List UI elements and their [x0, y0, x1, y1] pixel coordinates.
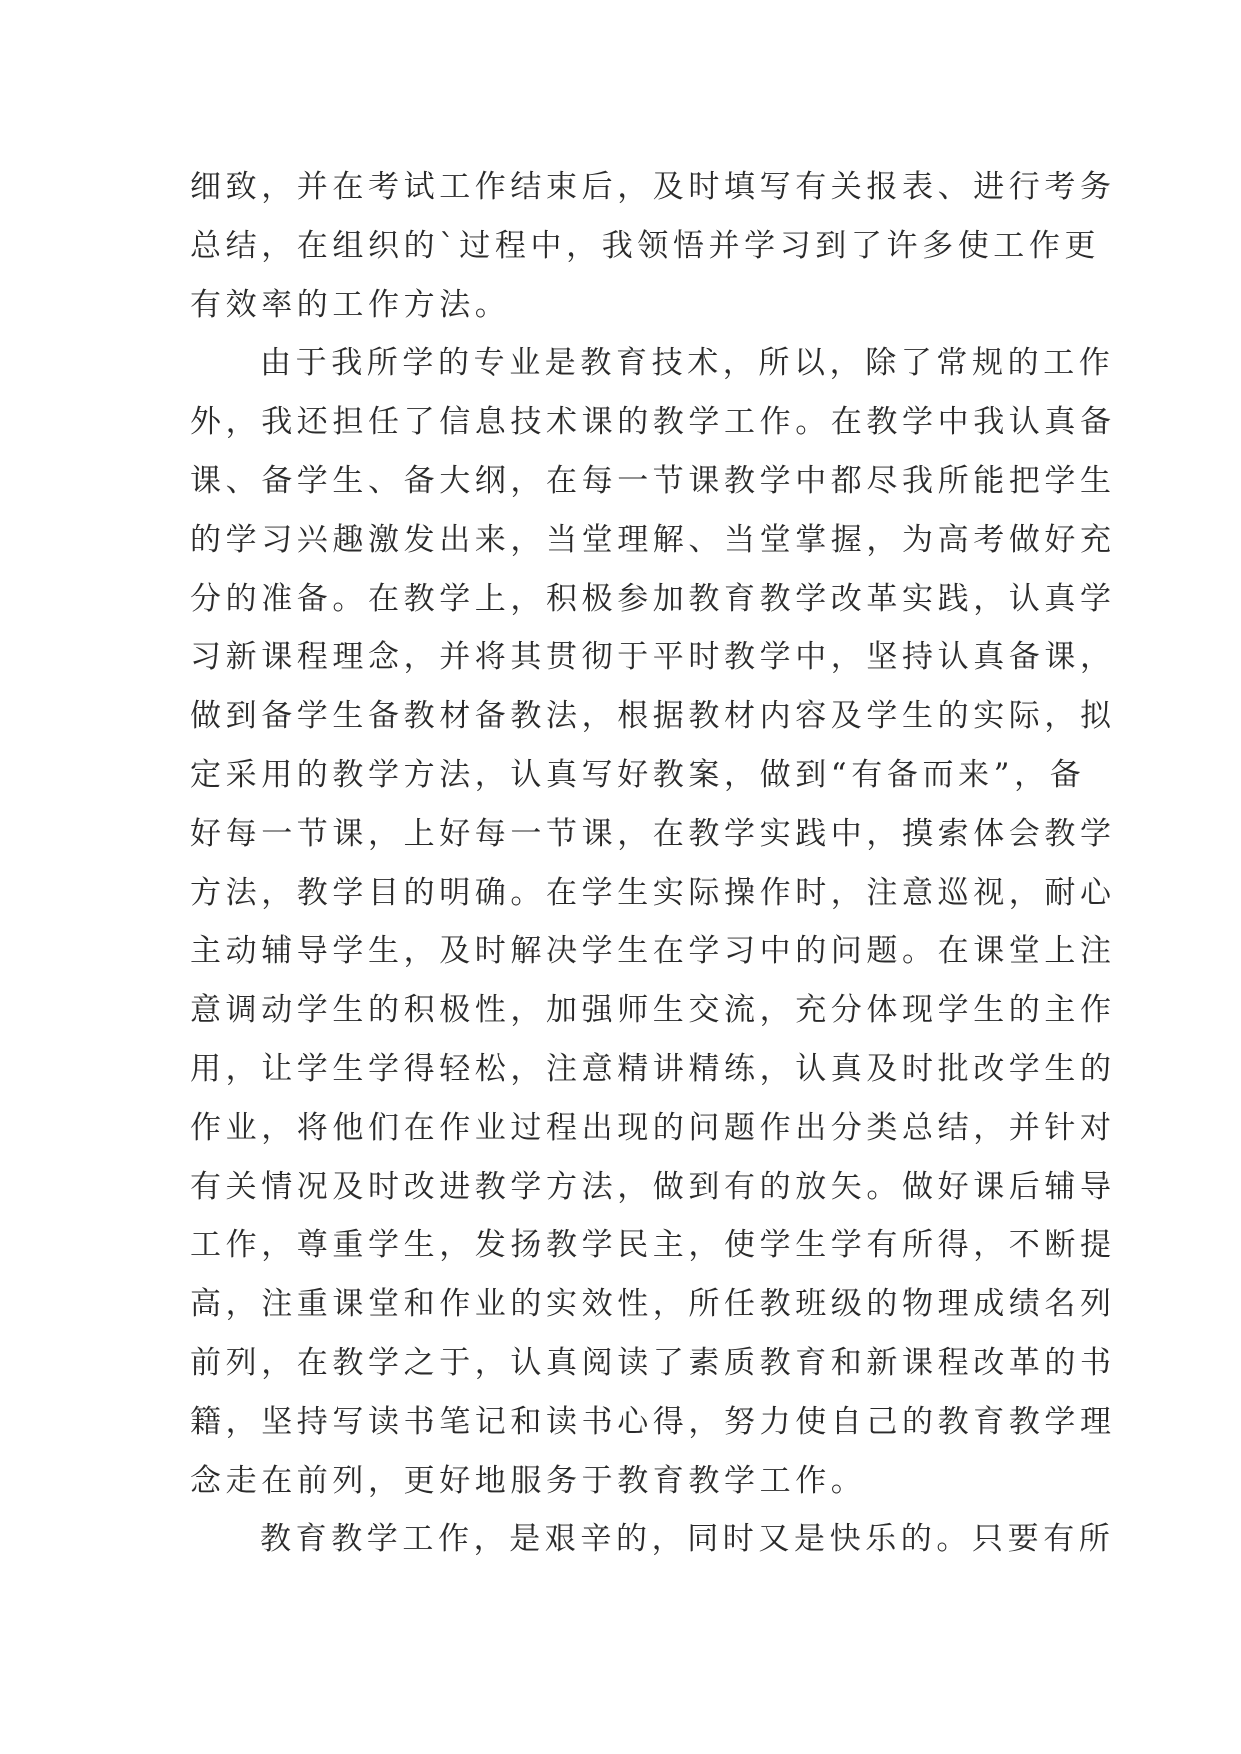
body-text	[190, 158, 1116, 1569]
text-line-11: 定采用的教学方法，认真写好教案，做到“有备而来”，备	[190, 756, 1086, 793]
text-line-16: 用，让学生学得轻松，注意精讲精练，认真及时批改学生的	[190, 1050, 1116, 1087]
text-line-22: 籍，坚持写读书笔记和读书心得，努力使自己的教育教学理	[190, 1403, 1116, 1440]
text-line-5: 外，我还担任了信息技术课的教学工作。在教学中我认真备	[190, 404, 1116, 441]
text-line-9: 习新课程理念，并将其贯彻于平时教学中，坚持认真备课，	[190, 639, 1116, 676]
text-line-6: 课、备学生、备大纲，在每一节课教学中都尽我所能把学生	[190, 462, 1116, 499]
text-line-21: 前列，在教学之于，认真阅读了素质教育和新课程改革的书	[190, 1344, 1116, 1381]
text-line-2: 总结，在组织的`过程中，我领悟并学习到了许多使工作更	[190, 227, 1101, 264]
text-line-10: 做到备学生备教材备教法，根据教材内容及学生的实际，拟	[190, 698, 1116, 735]
text-line-20: 高，注重课堂和作业的实效性，所任教班级的物理成绩名列	[190, 1286, 1116, 1323]
text-line-4: 由于我所学的专业是教育技术，所以，除了常规的工作	[260, 345, 1115, 382]
text-line-3: 有效率的工作方法。	[190, 286, 511, 323]
text-line-13: 方法，教学目的明确。在学生实际操作时，注意巡视，耐心	[190, 874, 1116, 911]
text-line-17: 作业，将他们在作业过程出现的问题作出分类总结，并针对	[190, 1109, 1116, 1146]
text-line-7: 的学习兴趣激发出来，当堂理解、当堂掌握，为高考做好充	[190, 521, 1116, 558]
text-line-24: 教育教学工作，是艰辛的，同时又是快乐的。只要有所	[260, 1521, 1115, 1558]
text-line-19: 工作，尊重学生，发扬教学民主，使学生学有所得，不断提	[190, 1227, 1116, 1264]
text-line-1: 细致，并在考试工作结束后，及时填写有关报表、进行考务	[190, 169, 1116, 205]
text-line-15: 意调动学生的积极性，加强师生交流，充分体现学生的主作	[190, 992, 1116, 1029]
text-line-12: 好每一节课，上好每一节课，在教学实践中，摸索体会教学	[190, 815, 1116, 852]
text-line-18: 有关情况及时改进教学方法，做到有的放矢。做好课后辅导	[190, 1168, 1116, 1205]
text-line-23: 念走在前列，更好地服务于教育教学工作。	[190, 1462, 867, 1499]
text-line-8: 分的准备。在教学上，积极参加教育教学改革实践，认真学	[190, 580, 1116, 617]
text-line-14: 主动辅导学生，及时解决学生在学习中的问题。在课堂上注	[190, 933, 1116, 970]
